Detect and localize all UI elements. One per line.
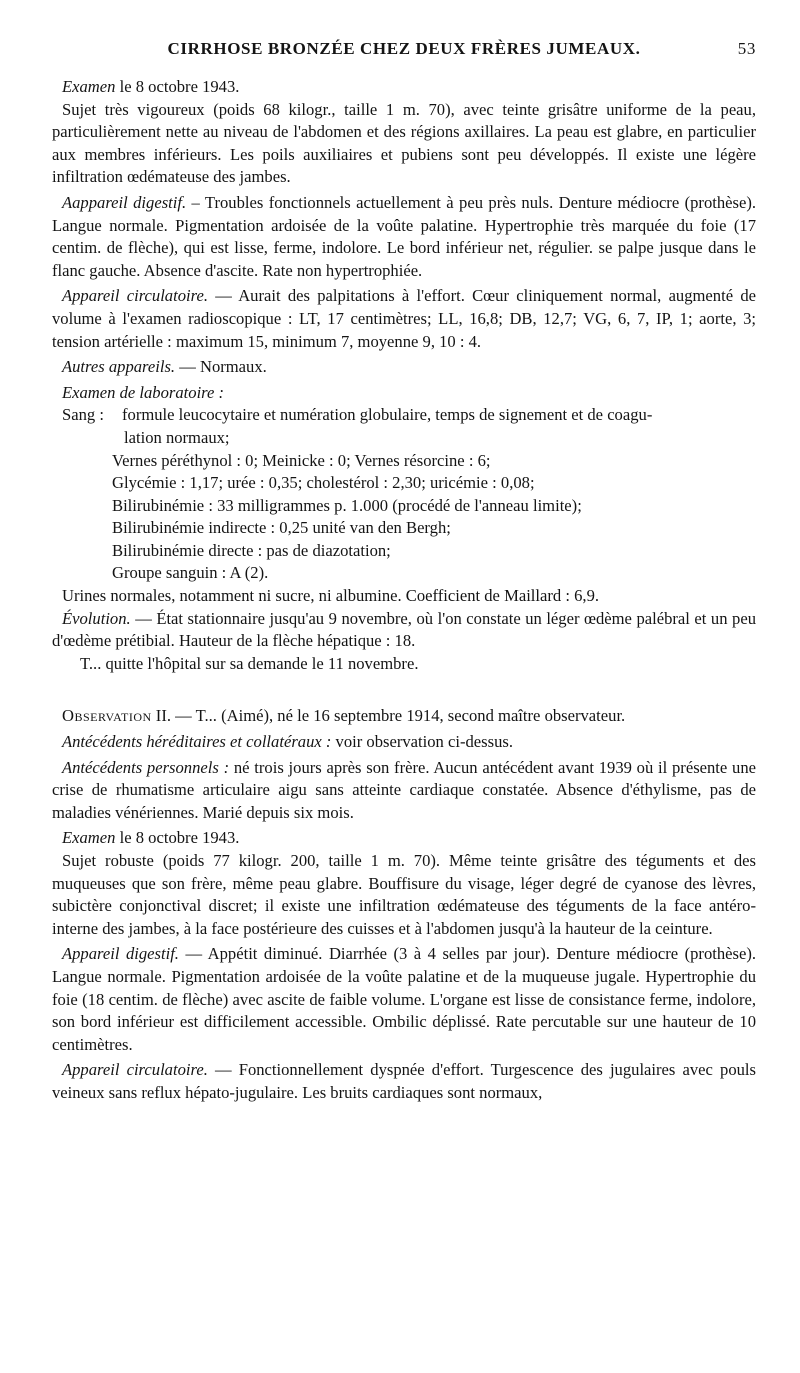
obs1-exam-date: le 8 octobre 1943. bbox=[115, 77, 240, 96]
obs2-digestif-paragraph bbox=[52, 943, 756, 1056]
lab-result-line: Groupe sanguin : A (2). bbox=[112, 563, 269, 583]
obs1-digestif-label: Aappareil digestif. bbox=[62, 192, 187, 212]
obs1-autres-paragraph bbox=[52, 356, 756, 379]
obs1-exam-label: Examen bbox=[62, 77, 116, 96]
obs2-circulatoire-label: Appareil circulatoire. bbox=[62, 1060, 208, 1080]
obs1-digestif-paragraph bbox=[52, 192, 756, 282]
obs1-laboratoire-label: Examen de laboratoire : bbox=[62, 382, 225, 402]
obs1-evolution-label: Évolution. bbox=[62, 608, 131, 628]
obs1-quit-paragraph: T... quitte l'hôpital sur sa demande le 11 novembre. bbox=[80, 653, 419, 673]
obs2-exam-heading bbox=[52, 827, 756, 850]
lab-result-line: Bilirubinémie indirecte : 0,25 unité van den Bergh; bbox=[112, 518, 451, 538]
obs1-exam-heading bbox=[52, 76, 756, 99]
obs1-circulatoire-label: Appareil circulatoire. bbox=[62, 286, 208, 306]
obs2-exam-label: Examen bbox=[62, 828, 116, 848]
obs1-evolution-paragraph bbox=[52, 608, 756, 653]
obs2-exam-paragraph: Sujet robuste (poids 77 kilogr. 200, taille 1 m. 70). Même teinte grisâtre des téguments et des muqueuses que son frère, même peau glabre. Bouffisure du visage, léger degré de cyanose des lèvres, subictère conjonctival discret; il existe une infiltration œdémateuse des téguments de la face antéro-interne des jambes, à la face postérieure des cuisses et à l'abdomen jusqu'à la hauteur de la ceinture. bbox=[52, 851, 756, 938]
obs1-circulatoire-text: — Aurait des palpitations à l'effort. Cœur cliniquement normal, augmenté de volume à l'examen radioscopique : LT, 17 centimètres; LL, 16,8; DB, 12,7; VG, 6, 7, IP, 1; aorte, 3; tension artérielle : maximum 15, minimum 7, moyenne 9, 10 : 4. bbox=[52, 286, 756, 351]
obs2-circulatoire-paragraph bbox=[52, 1059, 756, 1104]
obs2-heading-text: II. — T... (Aimé), né le 16 septembre 1914, second maître observateur. bbox=[151, 706, 626, 726]
lab-sang-key: Sang : bbox=[62, 405, 104, 425]
obs2-digestif-text: — Appétit diminué. Diarrhée (3 à 4 selles par jour). Denture médiocre (prothèse). Langue normale. Pigmentation ardoisée de la voûte palatine et de la muqueuse jugale. Hypertrophie du foie (18 centim. de flèche) avec ascite de faible volume. L'organe est lisse de consistance ferme, indolore, son bord inférieur est difficilement accessible. Ombilic déplissé. Rate percutable sur une hauteur de 10 centimètres. bbox=[52, 944, 757, 1054]
lab-sang-row bbox=[52, 404, 756, 427]
obs2-ant-her-label: Antécédents héréditaires et collatéraux : bbox=[62, 732, 332, 752]
lab-result-line: Bilirubinémie : 33 milligrammes p. 1.000 (procédé de l'anneau limite); bbox=[112, 495, 582, 515]
obs2-exam-date: le 8 octobre 1943. bbox=[115, 828, 240, 848]
obs1-circulatoire-paragraph bbox=[52, 285, 756, 353]
obs2-ant-her-text: voir observation ci-dessus. bbox=[331, 732, 513, 752]
obs2-antecedents-personnels bbox=[52, 757, 756, 825]
lab-sang-value: formule leucocytaire et numération globulaire, temps de signement et de coagu- bbox=[122, 405, 653, 425]
obs2-heading bbox=[52, 705, 756, 728]
obs2-ant-pers-text: né trois jours après son frère. Aucun antécédent avant 1939 où il présente une crise de rhumatisme articulaire aigu sans atteinte cardiaque constatée. Absence d'éthylisme, pas de maladies vénériennes. Marié depuis six mois. bbox=[52, 757, 756, 822]
running-header bbox=[52, 36, 756, 62]
obs2-ant-pers-label: Antécédents personnels : bbox=[62, 757, 230, 777]
lab-results-block bbox=[52, 404, 756, 585]
obs1-autres-text: — Normaux. bbox=[175, 357, 267, 377]
obs1-laboratoire-heading bbox=[52, 382, 756, 405]
obs2-circulatoire-text: — Fonctionnellement dyspnée d'effort. Turgescence des jugulaires avec pouls veineux sans reflux hépato-jugulaire. Les bruits cardiaques sont normaux, bbox=[52, 1060, 756, 1102]
obs2-digestif-label: Appareil digestif. bbox=[62, 944, 179, 964]
obs2-label: Observation bbox=[62, 706, 152, 726]
lab-result-line: Vernes péréthynol : 0; Meinicke : 0; Vernes résorcine : 6; bbox=[112, 450, 491, 470]
lab-result-line: Glycémie : 1,17; urée : 0,35; cholestérol : 2,30; uricémie : 0,08; bbox=[112, 473, 535, 493]
obs1-urines-paragraph: Urines normales, notamment ni sucre, ni albumine. Coefficient de Maillard : 6,9. bbox=[62, 586, 600, 606]
lab-sang-continuation: lation normaux; bbox=[124, 427, 230, 447]
obs1-exam-paragraph: Sujet très vigoureux (poids 68 kilogr., taille 1 m. 70), avec teinte grisâtre uniforme de la peau, particulièrement nette au niveau de l'abdomen et des régions axillaires. La peau est glabre, en particulier aux membres inférieurs. Les poils auxiliaires et pubiens sont peu développés. Il existe une légère infiltration œdémateuse des jambes. bbox=[52, 99, 756, 187]
page-number: 53 bbox=[737, 39, 756, 58]
running-title: CIRRHOSE BRONZÉE CHEZ DEUX FRÈRES JUMEAUX. bbox=[167, 39, 641, 58]
obs1-autres-label: Autres appareils. bbox=[62, 357, 176, 377]
obs1-digestif-text: – Troubles fonctionnels actuellement à peu près nuls. Denture médiocre (prothèse). Langue normale. Pigmentation ardoisée de la voûte palatine. Hypertrophie très marquée du foie (17 centim. de flèche), qui est lisse, ferme, indolore. Le bord inférieur net, régulier. se palpe jusque dans le flanc gauche. Absence d'ascite. Rate non hypertrophiée. bbox=[52, 192, 757, 280]
obs1-evolution-text: — État stationnaire jusqu'au 9 novembre, où l'on constate un léger œdème palébral et un peu d'œdème prétibial. Hauteur de la flèche hépatique : 18. bbox=[52, 608, 756, 651]
lab-result-line: Bilirubinémie directe : pas de diazotation; bbox=[112, 540, 391, 560]
obs2-antecedents-hereditaires bbox=[52, 731, 756, 754]
